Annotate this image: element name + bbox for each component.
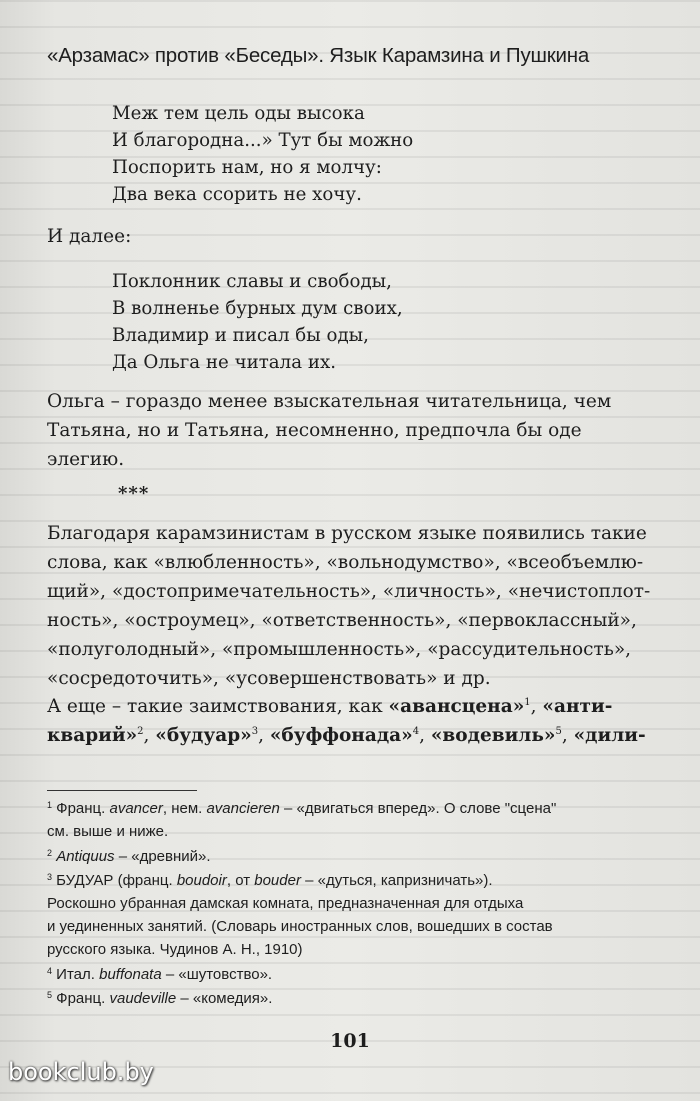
footnote-5	[47, 987, 662, 1010]
text-run: – «дуться, капризничать»).	[300, 872, 493, 889]
text-line: «полуголодный», «промышленность», «рассудительность»,	[47, 639, 632, 660]
italic-term: buffonata	[99, 966, 162, 983]
footnote-line	[47, 845, 662, 868]
italic-term: boudoir	[176, 872, 227, 889]
italic-term: vaudeville	[109, 990, 177, 1007]
text-line: кварий»$^2$, «будуар»$^3$, «буффонада»$^4$, «водевиль»$^5$, «дили-	[47, 725, 646, 746]
footnote-line: Роскошно убранная дамская комната, предназначенная для отдыха	[47, 895, 524, 912]
text-run: , от	[226, 872, 255, 889]
term: «буффонада»	[269, 725, 413, 746]
text-run: Франц.	[52, 990, 110, 1007]
footnote-number: 5	[47, 990, 53, 1000]
text-run: – «комедия».	[176, 990, 273, 1007]
footnote-rule	[47, 790, 197, 791]
footnote-4	[47, 963, 662, 986]
text-line: элегию.	[47, 449, 125, 470]
footnote-3	[47, 869, 662, 961]
intro-line: И далее:	[47, 226, 132, 247]
footnote-number: 4	[47, 966, 53, 976]
text-line: Татьяна, но и Татьяна, несомненно, предпочла бы оде	[47, 420, 582, 441]
footnote-line	[47, 869, 662, 892]
footnote-number: 3	[47, 872, 53, 882]
footnote-ref: 3	[251, 726, 259, 737]
text-line: Благодаря карамзинистам в русском языке появились такие	[47, 523, 647, 544]
text-run: Франц.	[52, 800, 110, 817]
footnote-ref: 2	[137, 726, 144, 737]
verse-stanza-2	[112, 268, 403, 376]
term: «дили-	[573, 725, 646, 746]
text-line: А еще – такие заимствования, как «авансцена»$^1$, «анти-	[47, 696, 613, 717]
footnote-1	[47, 797, 662, 843]
term: «водевиль»	[430, 725, 556, 746]
footnote-line	[47, 797, 662, 820]
text-run: – «двигаться вперед». О слове "сцена"	[279, 800, 557, 817]
italic-term: avancieren	[206, 800, 280, 817]
section-separator: ***	[118, 483, 150, 504]
footnote-line: и уединенных занятий. (Словарь иностранных слов, вошедших в состав	[47, 918, 553, 935]
italic-term: Antiquus	[56, 848, 115, 865]
term: «будуар»	[155, 725, 252, 746]
footnote-number: 1	[47, 800, 53, 810]
text-line: «сосредоточить», «усовершенствовать» и др.	[47, 668, 491, 689]
text-line: щий», «достопримечательность», «личность», «нечистоплот-	[47, 581, 651, 602]
verse-line: И благородна...» Тут бы можно	[112, 130, 414, 151]
text-run: БУДУАР (франц.	[52, 872, 177, 889]
text-run: Итал.	[52, 966, 100, 983]
verse-line: Владимир и писал бы оды,	[112, 325, 369, 346]
page-number: 101	[330, 1030, 370, 1052]
text-run: – «древний».	[114, 848, 211, 865]
term: «анти-	[542, 696, 613, 717]
paragraph-karamzinists	[47, 519, 657, 693]
text-line: ность», «остроумец», «ответственность», «первоклассный»,	[47, 610, 637, 631]
italic-term: avancer	[109, 800, 163, 817]
term: «авансцена»	[388, 696, 525, 717]
footnote-number: 2	[47, 848, 53, 858]
running-header: «Арзамас» против «Беседы». Язык Карамзина и Пушкина	[47, 44, 590, 67]
term: кварий»	[47, 725, 138, 746]
footnote-ref: 1	[524, 697, 531, 708]
text-run: А еще – такие заимствования, как	[47, 696, 389, 717]
verse-line: Поклонник славы и свободы,	[112, 271, 392, 292]
verse-line: Да Ольга не читала их.	[112, 352, 336, 373]
verse-line: Поспорить нам, но я молчу:	[112, 157, 382, 178]
paragraph-olga	[47, 387, 657, 474]
footnote-line	[47, 963, 662, 986]
text-run: – «шутовство».	[161, 966, 273, 983]
verse-line: Два века ссорить не хочу.	[112, 184, 362, 205]
footnote-line	[47, 987, 662, 1010]
paragraph-borrowings	[47, 692, 657, 750]
footnote-2	[47, 845, 662, 868]
text-line: слова, как «влюбленность», «вольнодумство», «всеобъемлю-	[47, 552, 644, 573]
footnote-line: русского языка. Чудинов А. Н., 1910)	[47, 941, 303, 958]
footnote-ref: 5	[555, 726, 562, 737]
verse-line: Меж тем цель оды высока	[112, 103, 365, 124]
verse-line: В волненье бурных дум своих,	[112, 298, 403, 319]
italic-term: bouder	[254, 872, 301, 889]
watermark: bookclub.by	[8, 1058, 154, 1086]
footnote-line: см. выше и ниже.	[47, 823, 169, 840]
verse-stanza-1	[112, 100, 413, 208]
text-line: Ольга – гораздо менее взыскательная читательница, чем	[47, 391, 612, 412]
text-run: , нем.	[162, 800, 207, 817]
footnote-ref: 4	[412, 726, 420, 737]
